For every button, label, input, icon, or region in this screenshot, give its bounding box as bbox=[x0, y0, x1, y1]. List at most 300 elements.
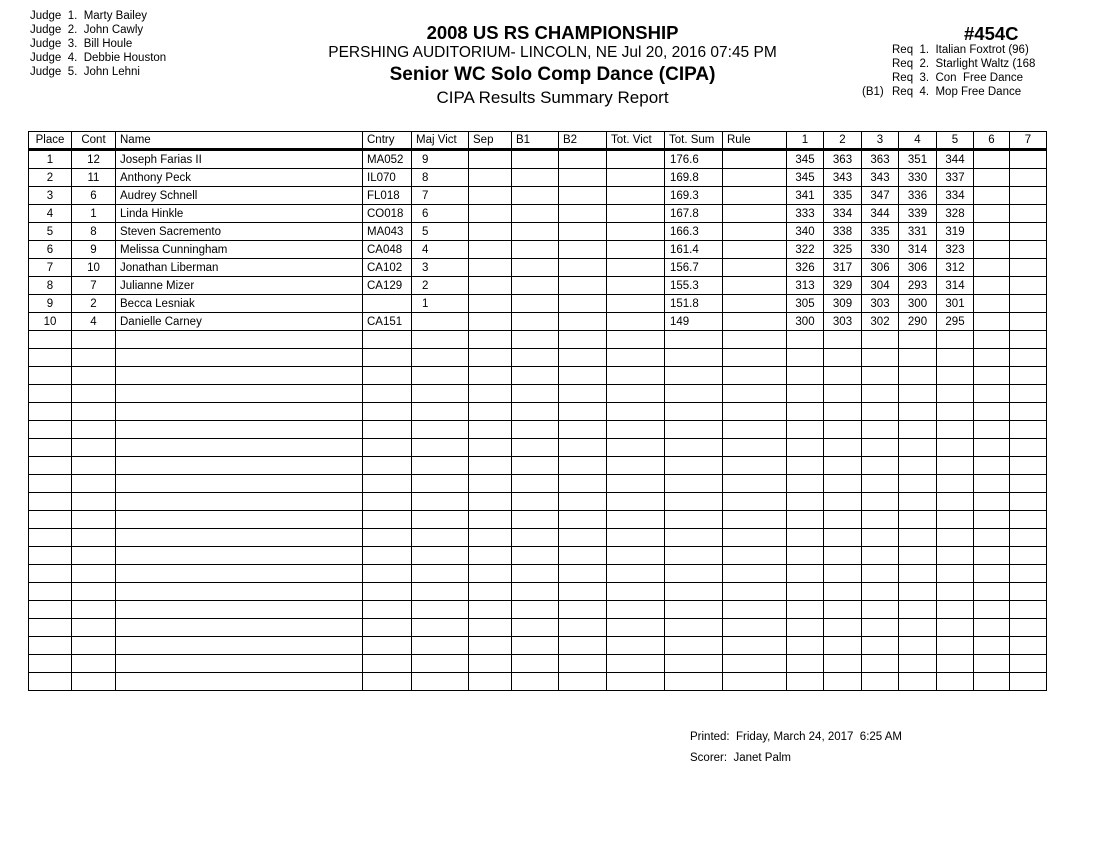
empty-cell bbox=[974, 475, 1010, 493]
empty-cell bbox=[469, 457, 512, 475]
empty-cell bbox=[787, 637, 824, 655]
empty-cell bbox=[363, 367, 412, 385]
report-footer bbox=[690, 727, 902, 769]
event-name: Senior WC Solo Comp Dance (CIPA) bbox=[389, 64, 716, 85]
cell-place: 10 bbox=[29, 313, 72, 331]
cell-j1: 322 bbox=[787, 241, 824, 259]
empty-cell bbox=[116, 421, 363, 439]
empty-cell bbox=[607, 673, 665, 691]
empty-cell bbox=[862, 619, 899, 637]
empty-cell bbox=[899, 673, 937, 691]
empty-cell bbox=[899, 349, 937, 367]
empty-cell bbox=[824, 475, 862, 493]
empty-cell bbox=[116, 493, 363, 511]
cell-b2 bbox=[559, 169, 607, 187]
cell-rule bbox=[723, 205, 787, 223]
empty-cell bbox=[512, 529, 559, 547]
empty-cell bbox=[1010, 331, 1047, 349]
empty-cell bbox=[862, 403, 899, 421]
cell-b1 bbox=[512, 313, 559, 331]
cell-b2 bbox=[559, 150, 607, 169]
cell-b1 bbox=[512, 187, 559, 205]
cell-cont: 9 bbox=[72, 241, 116, 259]
empty-cell bbox=[607, 565, 665, 583]
cell-j3: 303 bbox=[862, 295, 899, 313]
cell-j1: 345 bbox=[787, 169, 824, 187]
empty-cell bbox=[824, 637, 862, 655]
cell-j3: 306 bbox=[862, 259, 899, 277]
empty-cell bbox=[469, 655, 512, 673]
empty-cell bbox=[787, 673, 824, 691]
empty-cell bbox=[665, 619, 723, 637]
empty-cell bbox=[862, 331, 899, 349]
empty-cell bbox=[412, 349, 469, 367]
empty-cell bbox=[665, 547, 723, 565]
cell-j5: 312 bbox=[937, 259, 974, 277]
empty-cell bbox=[469, 385, 512, 403]
empty-cell bbox=[72, 547, 116, 565]
empty-cell bbox=[412, 673, 469, 691]
empty-cell bbox=[824, 529, 862, 547]
empty-cell bbox=[899, 385, 937, 403]
empty-cell bbox=[1010, 547, 1047, 565]
cell-rule bbox=[723, 150, 787, 169]
empty-cell bbox=[862, 583, 899, 601]
requirement-3: Req 3. Con Free Dance bbox=[892, 72, 1024, 84]
empty-cell bbox=[116, 403, 363, 421]
cell-b2 bbox=[559, 295, 607, 313]
empty-cell bbox=[937, 637, 974, 655]
empty-cell bbox=[469, 403, 512, 421]
empty-cell bbox=[512, 403, 559, 421]
cell-name: Joseph Farias II bbox=[116, 150, 363, 169]
cell-j5: 337 bbox=[937, 169, 974, 187]
cell-rule bbox=[723, 259, 787, 277]
cell-b1 bbox=[512, 241, 559, 259]
cell-sep bbox=[469, 223, 512, 241]
cell-j3: 347 bbox=[862, 187, 899, 205]
judges-list bbox=[30, 9, 166, 79]
empty-cell bbox=[72, 421, 116, 439]
empty-cell bbox=[723, 331, 787, 349]
empty-cell bbox=[787, 565, 824, 583]
empty-cell bbox=[363, 439, 412, 457]
cell-name: Becca Lesniak bbox=[116, 295, 363, 313]
empty-cell bbox=[665, 565, 723, 583]
cell-j6 bbox=[974, 295, 1010, 313]
col-judge-3: 3 bbox=[862, 132, 899, 150]
empty-cell bbox=[607, 547, 665, 565]
empty-cell bbox=[974, 367, 1010, 385]
empty-cell bbox=[862, 457, 899, 475]
cell-b2 bbox=[559, 223, 607, 241]
cell-j2: 338 bbox=[824, 223, 862, 241]
cell-b1 bbox=[512, 169, 559, 187]
empty-cell bbox=[512, 421, 559, 439]
empty-cell bbox=[559, 331, 607, 349]
cell-j5: 319 bbox=[937, 223, 974, 241]
empty-cell bbox=[363, 331, 412, 349]
empty-cell bbox=[974, 583, 1010, 601]
empty-cell bbox=[116, 385, 363, 403]
empty-cell bbox=[723, 385, 787, 403]
cell-name: Julianne Mizer bbox=[116, 277, 363, 295]
empty-cell bbox=[363, 583, 412, 601]
cell-j5: 323 bbox=[937, 241, 974, 259]
table-row bbox=[29, 277, 1047, 295]
empty-cell bbox=[862, 637, 899, 655]
cell-name: Jonathan Liberman bbox=[116, 259, 363, 277]
empty-cell bbox=[974, 439, 1010, 457]
empty-cell bbox=[116, 475, 363, 493]
empty-cell bbox=[116, 601, 363, 619]
empty-cell bbox=[72, 601, 116, 619]
empty-cell bbox=[412, 637, 469, 655]
empty-cell bbox=[559, 439, 607, 457]
empty-cell bbox=[607, 439, 665, 457]
empty-cell bbox=[412, 439, 469, 457]
empty-cell bbox=[974, 493, 1010, 511]
empty-cell bbox=[787, 655, 824, 673]
cell-j7 bbox=[1010, 150, 1047, 169]
empty-cell bbox=[665, 403, 723, 421]
empty-cell bbox=[723, 511, 787, 529]
cell-sep bbox=[469, 150, 512, 169]
cell-place: 6 bbox=[29, 241, 72, 259]
cell-j6 bbox=[974, 169, 1010, 187]
empty-cell bbox=[29, 673, 72, 691]
cell-tot-vict bbox=[607, 169, 665, 187]
empty-cell bbox=[824, 493, 862, 511]
empty-cell bbox=[607, 583, 665, 601]
cell-j3: 343 bbox=[862, 169, 899, 187]
report-title: CIPA Results Summary Report bbox=[436, 88, 669, 107]
cell-j4: 293 bbox=[899, 277, 937, 295]
empty-cell bbox=[469, 601, 512, 619]
empty-cell bbox=[1010, 475, 1047, 493]
empty-cell bbox=[559, 421, 607, 439]
empty-cell bbox=[412, 367, 469, 385]
empty-cell bbox=[412, 565, 469, 583]
table-row bbox=[29, 295, 1047, 313]
cell-b2 bbox=[559, 259, 607, 277]
empty-cell bbox=[862, 385, 899, 403]
results-body bbox=[29, 150, 1047, 691]
cell-j4: 330 bbox=[899, 169, 937, 187]
empty-cell bbox=[862, 475, 899, 493]
empty-cell bbox=[862, 421, 899, 439]
cell-j7 bbox=[1010, 241, 1047, 259]
empty-cell bbox=[72, 475, 116, 493]
empty-cell bbox=[1010, 511, 1047, 529]
cell-sep bbox=[469, 187, 512, 205]
empty-cell bbox=[512, 565, 559, 583]
empty-cell bbox=[787, 403, 824, 421]
empty-cell bbox=[29, 367, 72, 385]
empty-row bbox=[29, 475, 1047, 493]
table-row bbox=[29, 259, 1047, 277]
empty-cell bbox=[937, 583, 974, 601]
empty-cell bbox=[29, 421, 72, 439]
empty-cell bbox=[469, 673, 512, 691]
empty-cell bbox=[607, 619, 665, 637]
cell-tot-vict bbox=[607, 223, 665, 241]
empty-cell bbox=[974, 529, 1010, 547]
empty-cell bbox=[937, 619, 974, 637]
empty-cell bbox=[974, 565, 1010, 583]
cell-j3: 344 bbox=[862, 205, 899, 223]
empty-cell bbox=[723, 529, 787, 547]
cell-maj-vict: 7 bbox=[412, 187, 469, 205]
empty-cell bbox=[607, 655, 665, 673]
empty-cell bbox=[974, 511, 1010, 529]
empty-cell bbox=[787, 439, 824, 457]
cell-b2 bbox=[559, 241, 607, 259]
empty-cell bbox=[665, 367, 723, 385]
empty-cell bbox=[787, 493, 824, 511]
empty-cell bbox=[72, 637, 116, 655]
empty-cell bbox=[72, 385, 116, 403]
empty-cell bbox=[363, 421, 412, 439]
cell-cont: 6 bbox=[72, 187, 116, 205]
empty-cell bbox=[824, 655, 862, 673]
empty-cell bbox=[824, 385, 862, 403]
empty-cell bbox=[787, 511, 824, 529]
cell-tot-sum: 166.3 bbox=[665, 223, 723, 241]
cell-j4: 331 bbox=[899, 223, 937, 241]
cell-j1: 333 bbox=[787, 205, 824, 223]
empty-cell bbox=[116, 511, 363, 529]
empty-cell bbox=[974, 457, 1010, 475]
empty-cell bbox=[665, 583, 723, 601]
empty-cell bbox=[559, 475, 607, 493]
empty-cell bbox=[1010, 565, 1047, 583]
cell-j7 bbox=[1010, 313, 1047, 331]
col-name: Name bbox=[116, 132, 363, 150]
event-number: #454C bbox=[964, 23, 1019, 44]
cell-cntry bbox=[363, 295, 412, 313]
empty-cell bbox=[937, 511, 974, 529]
empty-cell bbox=[1010, 349, 1047, 367]
cell-tot-vict bbox=[607, 241, 665, 259]
empty-cell bbox=[72, 583, 116, 601]
cell-j2: 334 bbox=[824, 205, 862, 223]
cell-name: Linda Hinkle bbox=[116, 205, 363, 223]
empty-cell bbox=[899, 439, 937, 457]
empty-cell bbox=[559, 349, 607, 367]
report-header bbox=[300, 22, 805, 109]
cell-cntry: CA151 bbox=[363, 313, 412, 331]
requirement-2: Req 2. Starlight Waltz (168 bbox=[892, 58, 1036, 70]
empty-cell bbox=[665, 439, 723, 457]
empty-cell bbox=[1010, 601, 1047, 619]
cell-tot-vict bbox=[607, 277, 665, 295]
empty-cell bbox=[363, 349, 412, 367]
empty-cell bbox=[1010, 637, 1047, 655]
empty-cell bbox=[723, 565, 787, 583]
cell-rule bbox=[723, 295, 787, 313]
empty-cell bbox=[116, 547, 363, 565]
empty-cell bbox=[723, 403, 787, 421]
cell-sep bbox=[469, 241, 512, 259]
empty-cell bbox=[787, 475, 824, 493]
empty-cell bbox=[412, 655, 469, 673]
cell-cntry: IL070 bbox=[363, 169, 412, 187]
empty-cell bbox=[559, 403, 607, 421]
empty-cell bbox=[899, 529, 937, 547]
cell-j4: 290 bbox=[899, 313, 937, 331]
cell-name: Anthony Peck bbox=[116, 169, 363, 187]
cell-tot-sum: 167.8 bbox=[665, 205, 723, 223]
empty-cell bbox=[363, 403, 412, 421]
empty-cell bbox=[937, 385, 974, 403]
empty-cell bbox=[363, 547, 412, 565]
cell-b1 bbox=[512, 223, 559, 241]
empty-cell bbox=[899, 511, 937, 529]
empty-cell bbox=[363, 457, 412, 475]
cell-maj-vict: 2 bbox=[412, 277, 469, 295]
empty-cell bbox=[899, 475, 937, 493]
cell-j1: 340 bbox=[787, 223, 824, 241]
empty-row bbox=[29, 511, 1047, 529]
empty-cell bbox=[787, 529, 824, 547]
cell-b1 bbox=[512, 205, 559, 223]
empty-cell bbox=[607, 421, 665, 439]
empty-cell bbox=[607, 367, 665, 385]
empty-cell bbox=[559, 565, 607, 583]
empty-cell bbox=[559, 529, 607, 547]
empty-cell bbox=[29, 619, 72, 637]
col-maj-vict: Maj Vict bbox=[412, 132, 469, 150]
empty-cell bbox=[787, 367, 824, 385]
empty-cell bbox=[862, 493, 899, 511]
empty-row bbox=[29, 673, 1047, 691]
empty-cell bbox=[824, 349, 862, 367]
empty-cell bbox=[937, 475, 974, 493]
cell-b1 bbox=[512, 295, 559, 313]
col-b2: B2 bbox=[559, 132, 607, 150]
empty-cell bbox=[607, 529, 665, 547]
championship-title: 2008 US RS CHAMPIONSHIP bbox=[426, 22, 679, 43]
col-judge-6: 6 bbox=[974, 132, 1010, 150]
empty-cell bbox=[974, 655, 1010, 673]
empty-cell bbox=[974, 331, 1010, 349]
cell-j2: 329 bbox=[824, 277, 862, 295]
cell-place: 7 bbox=[29, 259, 72, 277]
empty-cell bbox=[559, 511, 607, 529]
cell-tot-sum: 151.8 bbox=[665, 295, 723, 313]
cell-place: 9 bbox=[29, 295, 72, 313]
cell-cont: 10 bbox=[72, 259, 116, 277]
empty-cell bbox=[723, 655, 787, 673]
empty-cell bbox=[72, 619, 116, 637]
cell-place: 2 bbox=[29, 169, 72, 187]
col-judge-1: 1 bbox=[787, 132, 824, 150]
cell-cont: 8 bbox=[72, 223, 116, 241]
empty-cell bbox=[824, 457, 862, 475]
cell-j2: 303 bbox=[824, 313, 862, 331]
empty-cell bbox=[723, 493, 787, 511]
col-place: Place bbox=[29, 132, 72, 150]
cell-tot-vict bbox=[607, 259, 665, 277]
empty-cell bbox=[787, 349, 824, 367]
printed-timestamp: Printed: Friday, March 24, 2017 6:25 AM bbox=[690, 731, 903, 743]
cell-maj-vict: 1 bbox=[412, 295, 469, 313]
empty-cell bbox=[512, 547, 559, 565]
empty-cell bbox=[412, 583, 469, 601]
empty-row bbox=[29, 439, 1047, 457]
cell-sep bbox=[469, 259, 512, 277]
empty-cell bbox=[974, 547, 1010, 565]
empty-cell bbox=[469, 637, 512, 655]
empty-cell bbox=[412, 385, 469, 403]
empty-cell bbox=[1010, 493, 1047, 511]
cell-j5: 295 bbox=[937, 313, 974, 331]
empty-row bbox=[29, 565, 1047, 583]
empty-cell bbox=[937, 439, 974, 457]
empty-cell bbox=[512, 331, 559, 349]
empty-cell bbox=[29, 493, 72, 511]
cell-tot-vict bbox=[607, 150, 665, 169]
empty-cell bbox=[116, 583, 363, 601]
cell-b2 bbox=[559, 313, 607, 331]
empty-cell bbox=[899, 619, 937, 637]
empty-cell bbox=[899, 565, 937, 583]
cell-tot-sum: 176.6 bbox=[665, 150, 723, 169]
empty-cell bbox=[559, 619, 607, 637]
cell-j4: 306 bbox=[899, 259, 937, 277]
empty-cell bbox=[512, 673, 559, 691]
empty-cell bbox=[824, 673, 862, 691]
empty-cell bbox=[787, 601, 824, 619]
empty-cell bbox=[559, 583, 607, 601]
cell-tot-sum: 156.7 bbox=[665, 259, 723, 277]
empty-cell bbox=[862, 439, 899, 457]
cell-j5: 334 bbox=[937, 187, 974, 205]
cell-tot-sum: 155.3 bbox=[665, 277, 723, 295]
empty-cell bbox=[862, 673, 899, 691]
empty-cell bbox=[665, 493, 723, 511]
col-judge-5: 5 bbox=[937, 132, 974, 150]
cell-tot-vict bbox=[607, 313, 665, 331]
cell-sep bbox=[469, 277, 512, 295]
empty-row bbox=[29, 493, 1047, 511]
empty-cell bbox=[363, 673, 412, 691]
empty-cell bbox=[899, 601, 937, 619]
empty-cell bbox=[824, 547, 862, 565]
cell-tot-vict bbox=[607, 187, 665, 205]
empty-cell bbox=[116, 367, 363, 385]
empty-cell bbox=[363, 637, 412, 655]
cell-j1: 313 bbox=[787, 277, 824, 295]
cell-place: 5 bbox=[29, 223, 72, 241]
empty-cell bbox=[116, 655, 363, 673]
empty-cell bbox=[607, 511, 665, 529]
empty-cell bbox=[116, 673, 363, 691]
empty-cell bbox=[937, 529, 974, 547]
empty-cell bbox=[787, 421, 824, 439]
empty-cell bbox=[607, 349, 665, 367]
empty-cell bbox=[974, 601, 1010, 619]
cell-b2 bbox=[559, 187, 607, 205]
empty-cell bbox=[937, 565, 974, 583]
empty-cell bbox=[899, 655, 937, 673]
cell-tot-sum: 149 bbox=[665, 313, 723, 331]
empty-cell bbox=[824, 511, 862, 529]
cell-b1 bbox=[512, 277, 559, 295]
cell-sep bbox=[469, 313, 512, 331]
cell-cntry: MA043 bbox=[363, 223, 412, 241]
